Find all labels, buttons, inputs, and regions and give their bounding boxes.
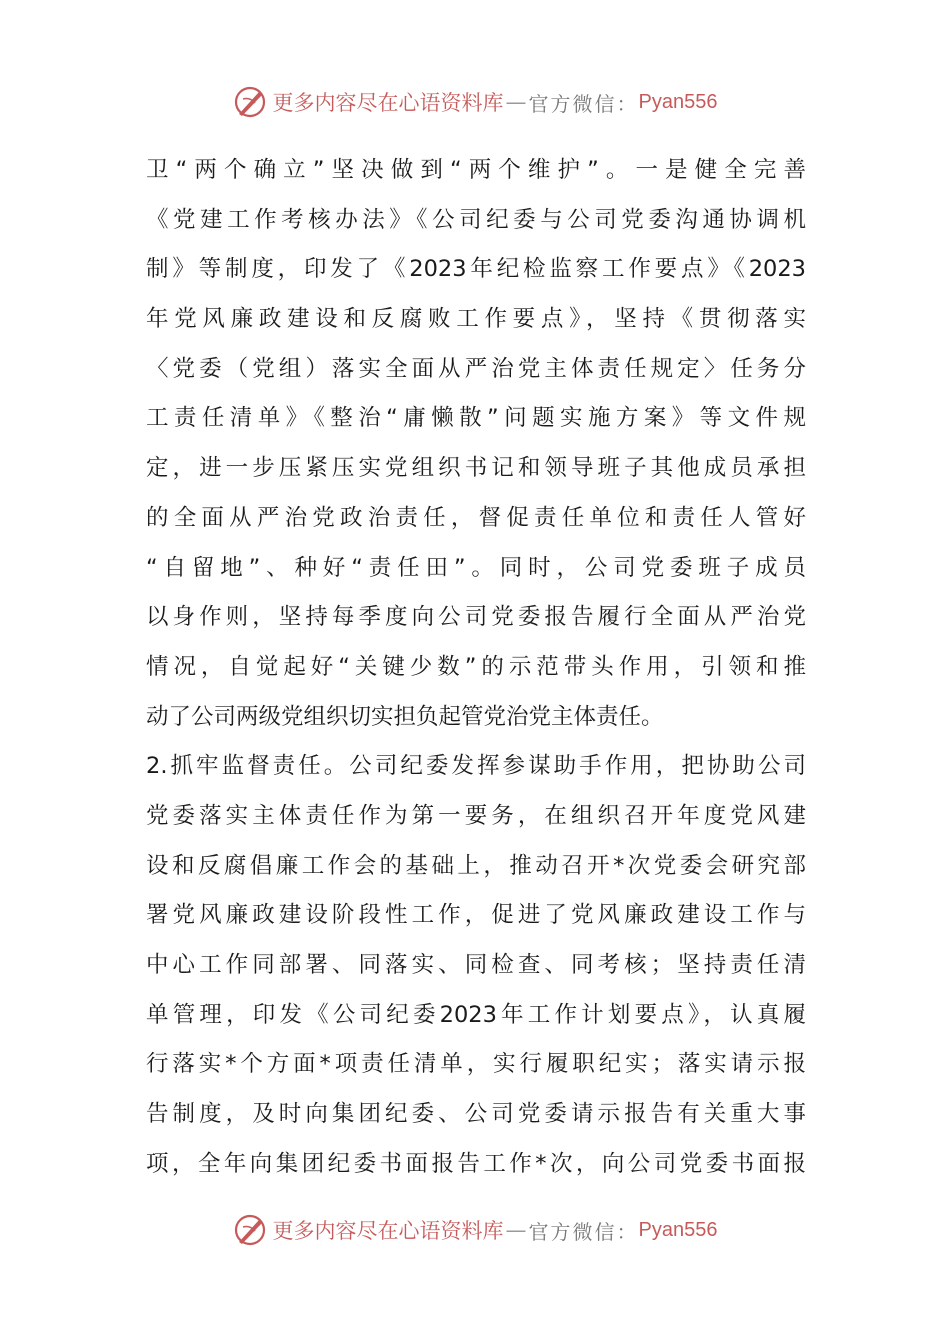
watermark-banner-top — [0, 82, 950, 122]
text-line: 制》等制度，印发了《2023年纪检监察工作要点》《2023 — [146, 256, 806, 283]
pen-nib-circle-icon — [233, 1213, 267, 1247]
text-line: 的全面从严治党政治责任，督促责任单位和责任人管好 — [146, 504, 806, 531]
text-line: 告制度，及时向集团纪委、公司党委请示报告有关重大事 — [146, 1101, 806, 1128]
watermark-main-text: 更多内容尽在心语资料库 — [272, 1219, 504, 1243]
text-line: 定，进一步压紧压实党组织书记和领导班子其他成员承担 — [146, 455, 806, 482]
text-line: 行落实*个方面*项责任清单，实行履职纪实；落实请示报 — [146, 1051, 806, 1078]
text-line: 工责任清单》《整治“庸懒散”问题实施方案》等文件规 — [146, 405, 806, 432]
text-line: 单管理，印发《公司纪委2023年工作计划要点》，认真履 — [146, 1001, 806, 1028]
pen-nib-circle-icon — [233, 85, 267, 119]
text-line: 〈党委（党组）落实全面从严治党主体责任规定〉任务分 — [146, 355, 806, 382]
watermark-label: 官方微信： — [528, 1219, 639, 1244]
text-line: 《党建工作考核办法》《公司纪委与公司党委沟通协调机 — [146, 206, 806, 233]
text-line: 2.抓牢监督责任。公司纪委发挥参谋助手作用，把协助公司 — [146, 753, 806, 780]
text-line: 年党风廉政建设和反腐败工作要点》，坚持《贯彻落实 — [146, 306, 806, 333]
watermark-main-text: 更多内容尽在心语资料库 — [272, 91, 504, 115]
watermark-dash: — — [505, 1218, 527, 1242]
document-body — [146, 146, 806, 1189]
text-line: “自留地”、种好“责任田”。同时，公司党委班子成员 — [146, 554, 806, 581]
text-line: 设和反腐倡廉工作会的基础上，推动召开*次党委会研究部 — [146, 852, 806, 879]
watermark-handle: Pyan556 — [638, 1218, 718, 1241]
text-line: 署党风廉政建设阶段性工作，促进了党风廉政建设工作与 — [146, 902, 806, 929]
text-line: 党委落实主体责任作为第一要务，在组织召开年度党风建 — [146, 802, 806, 829]
watermark-handle: Pyan556 — [638, 90, 718, 113]
text-line: 中心工作同部署、同落实、同检查、同考核；坚持责任清 — [146, 952, 806, 978]
text-line: 卫“两个确立”坚决做到“两个维护”。一是健全完善 — [146, 157, 806, 183]
watermark-label: 官方微信： — [528, 91, 639, 116]
text-line: 项，全年向集团纪委书面报告工作*次，向公司党委书面报 — [146, 1150, 806, 1177]
watermark-banner-bottom — [0, 1210, 950, 1250]
text-line: 以身作则，坚持每季度向公司党委报告履行全面从严治党 — [146, 604, 806, 631]
watermark-dash: — — [505, 90, 527, 114]
text-line: 动了公司两级党组织切实担负起管党治党主体责任。 — [146, 703, 664, 730]
text-line: 情况，自觉起好“关键少数”的示范带头作用，引领和推 — [146, 653, 806, 680]
